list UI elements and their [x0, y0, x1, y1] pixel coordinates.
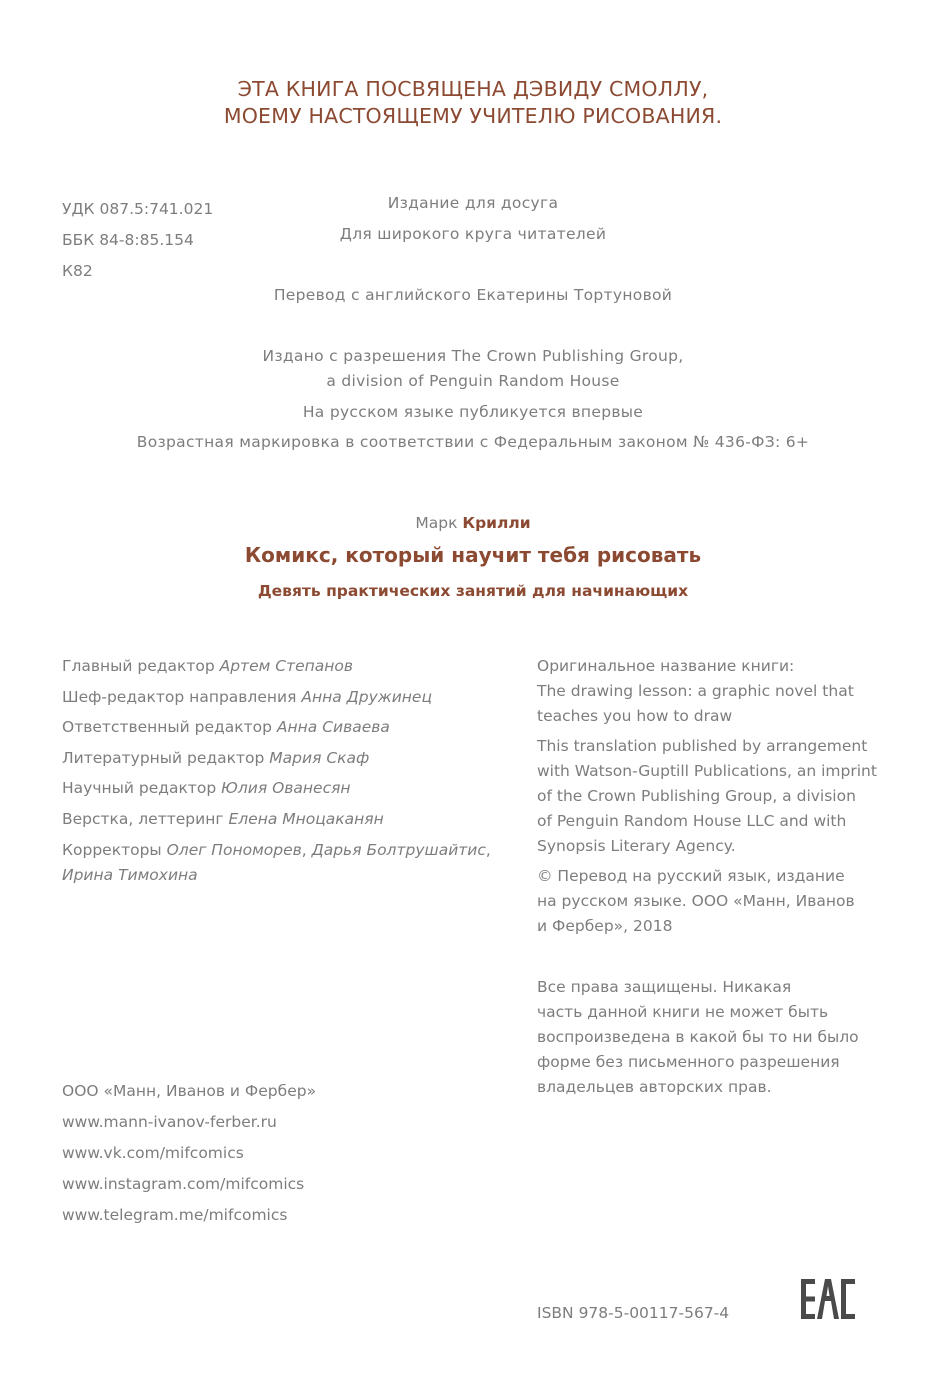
isbn: ISBN 978-5-00117-567-4	[537, 1304, 730, 1322]
translation-arrangement: This translation published by arrangement with Watson-Guptill Publications, an imprint of the Crown Publishing Group, a division of Penguin Random House LLC and with Synopsis Literary Agency.	[537, 737, 877, 855]
instagram-link[interactable]: www.instagram.com/mifcomics	[62, 1175, 305, 1193]
staff-row: Верстка, леттеринг Елена Мноцаканян	[62, 809, 384, 828]
first-publication-note: На русском языке публикуется впервые	[302, 403, 644, 421]
staff-row: Литературный редактор Мария Скаф	[62, 748, 370, 767]
permission-line-2: a division of Penguin Random House	[326, 372, 620, 390]
original-title: Оригинальное название книги: The drawing lesson: a graphic novel that teaches you how to draw	[537, 657, 854, 725]
udk-code: УДК 087.5:741.021	[62, 200, 214, 218]
author-mark: К82	[62, 262, 93, 280]
edition-audience: Для широкого круга читателей	[339, 225, 607, 243]
dedication-line-1: ЭТА КНИГА ПОСВЯЩЕНА ДЭВИДУ СМОЛЛУ,	[237, 77, 709, 101]
copyright-notice: © Перевод на русский язык, издание на русском языке. ООО «Манн, Иванов и Фербер», 2018	[537, 867, 855, 935]
permission-line-1: Издано с разрешения The Crown Publishing Group,	[262, 347, 684, 365]
book-author	[0, 514, 946, 532]
edition-type: Издание для досуга	[387, 194, 559, 212]
staff-row: Научный редактор Юлия Ованесян	[62, 779, 351, 798]
vk-link[interactable]: www.vk.com/mifcomics	[62, 1144, 244, 1162]
all-rights-reserved: Все права защищены. Никакая часть данной книги не может быть воспроизведена в какой бы то ни было форме без письменного разрешения владельцев авторских прав.	[537, 978, 859, 1096]
author-last-name: Крилли	[462, 514, 531, 532]
dedication-line-2: МОЕМУ НАСТОЯЩЕМУ УЧИТЕЛЮ РИСОВАНИЯ.	[223, 104, 723, 128]
staff-row: Шеф-редактор направления Анна Дружинец	[62, 687, 433, 706]
staff-row: Главный редактор Артем Степанов	[62, 657, 354, 675]
bbk-code: ББК 84-8:85.154	[62, 231, 194, 249]
translation-credit: Перевод с английского Екатерины Тортуновой	[273, 286, 673, 304]
book-subtitle: Девять практических занятий для начинающих	[257, 582, 689, 600]
publisher-name: ООО «Манн, Иванов и Фербер»	[62, 1082, 317, 1100]
staff-row: Ответственный редактор Анна Сиваева	[62, 718, 390, 737]
eac-mark-icon	[801, 1279, 855, 1319]
editorial-staff	[62, 654, 512, 893]
age-rating: Возрастная маркировка в соответствии с Федеральным законом № 436-ФЗ: 6+	[136, 433, 810, 451]
telegram-link[interactable]: www.telegram.me/mifcomics	[62, 1206, 288, 1224]
rights-info	[537, 654, 887, 944]
publisher-website-link[interactable]: www.mann-ivanov-ferber.ru	[62, 1113, 277, 1131]
dedication	[0, 76, 946, 130]
book-title: Комикс, который научит тебя рисовать	[244, 543, 702, 567]
publisher-info	[62, 1076, 316, 1231]
proofreaders-row: Корректоры Олег Пономорев, Дарья Болтрушайтис,	[62, 840, 491, 859]
proofreaders-row-cont: Ирина Тимохина	[62, 865, 198, 884]
author-first-name: Марк	[415, 514, 458, 532]
